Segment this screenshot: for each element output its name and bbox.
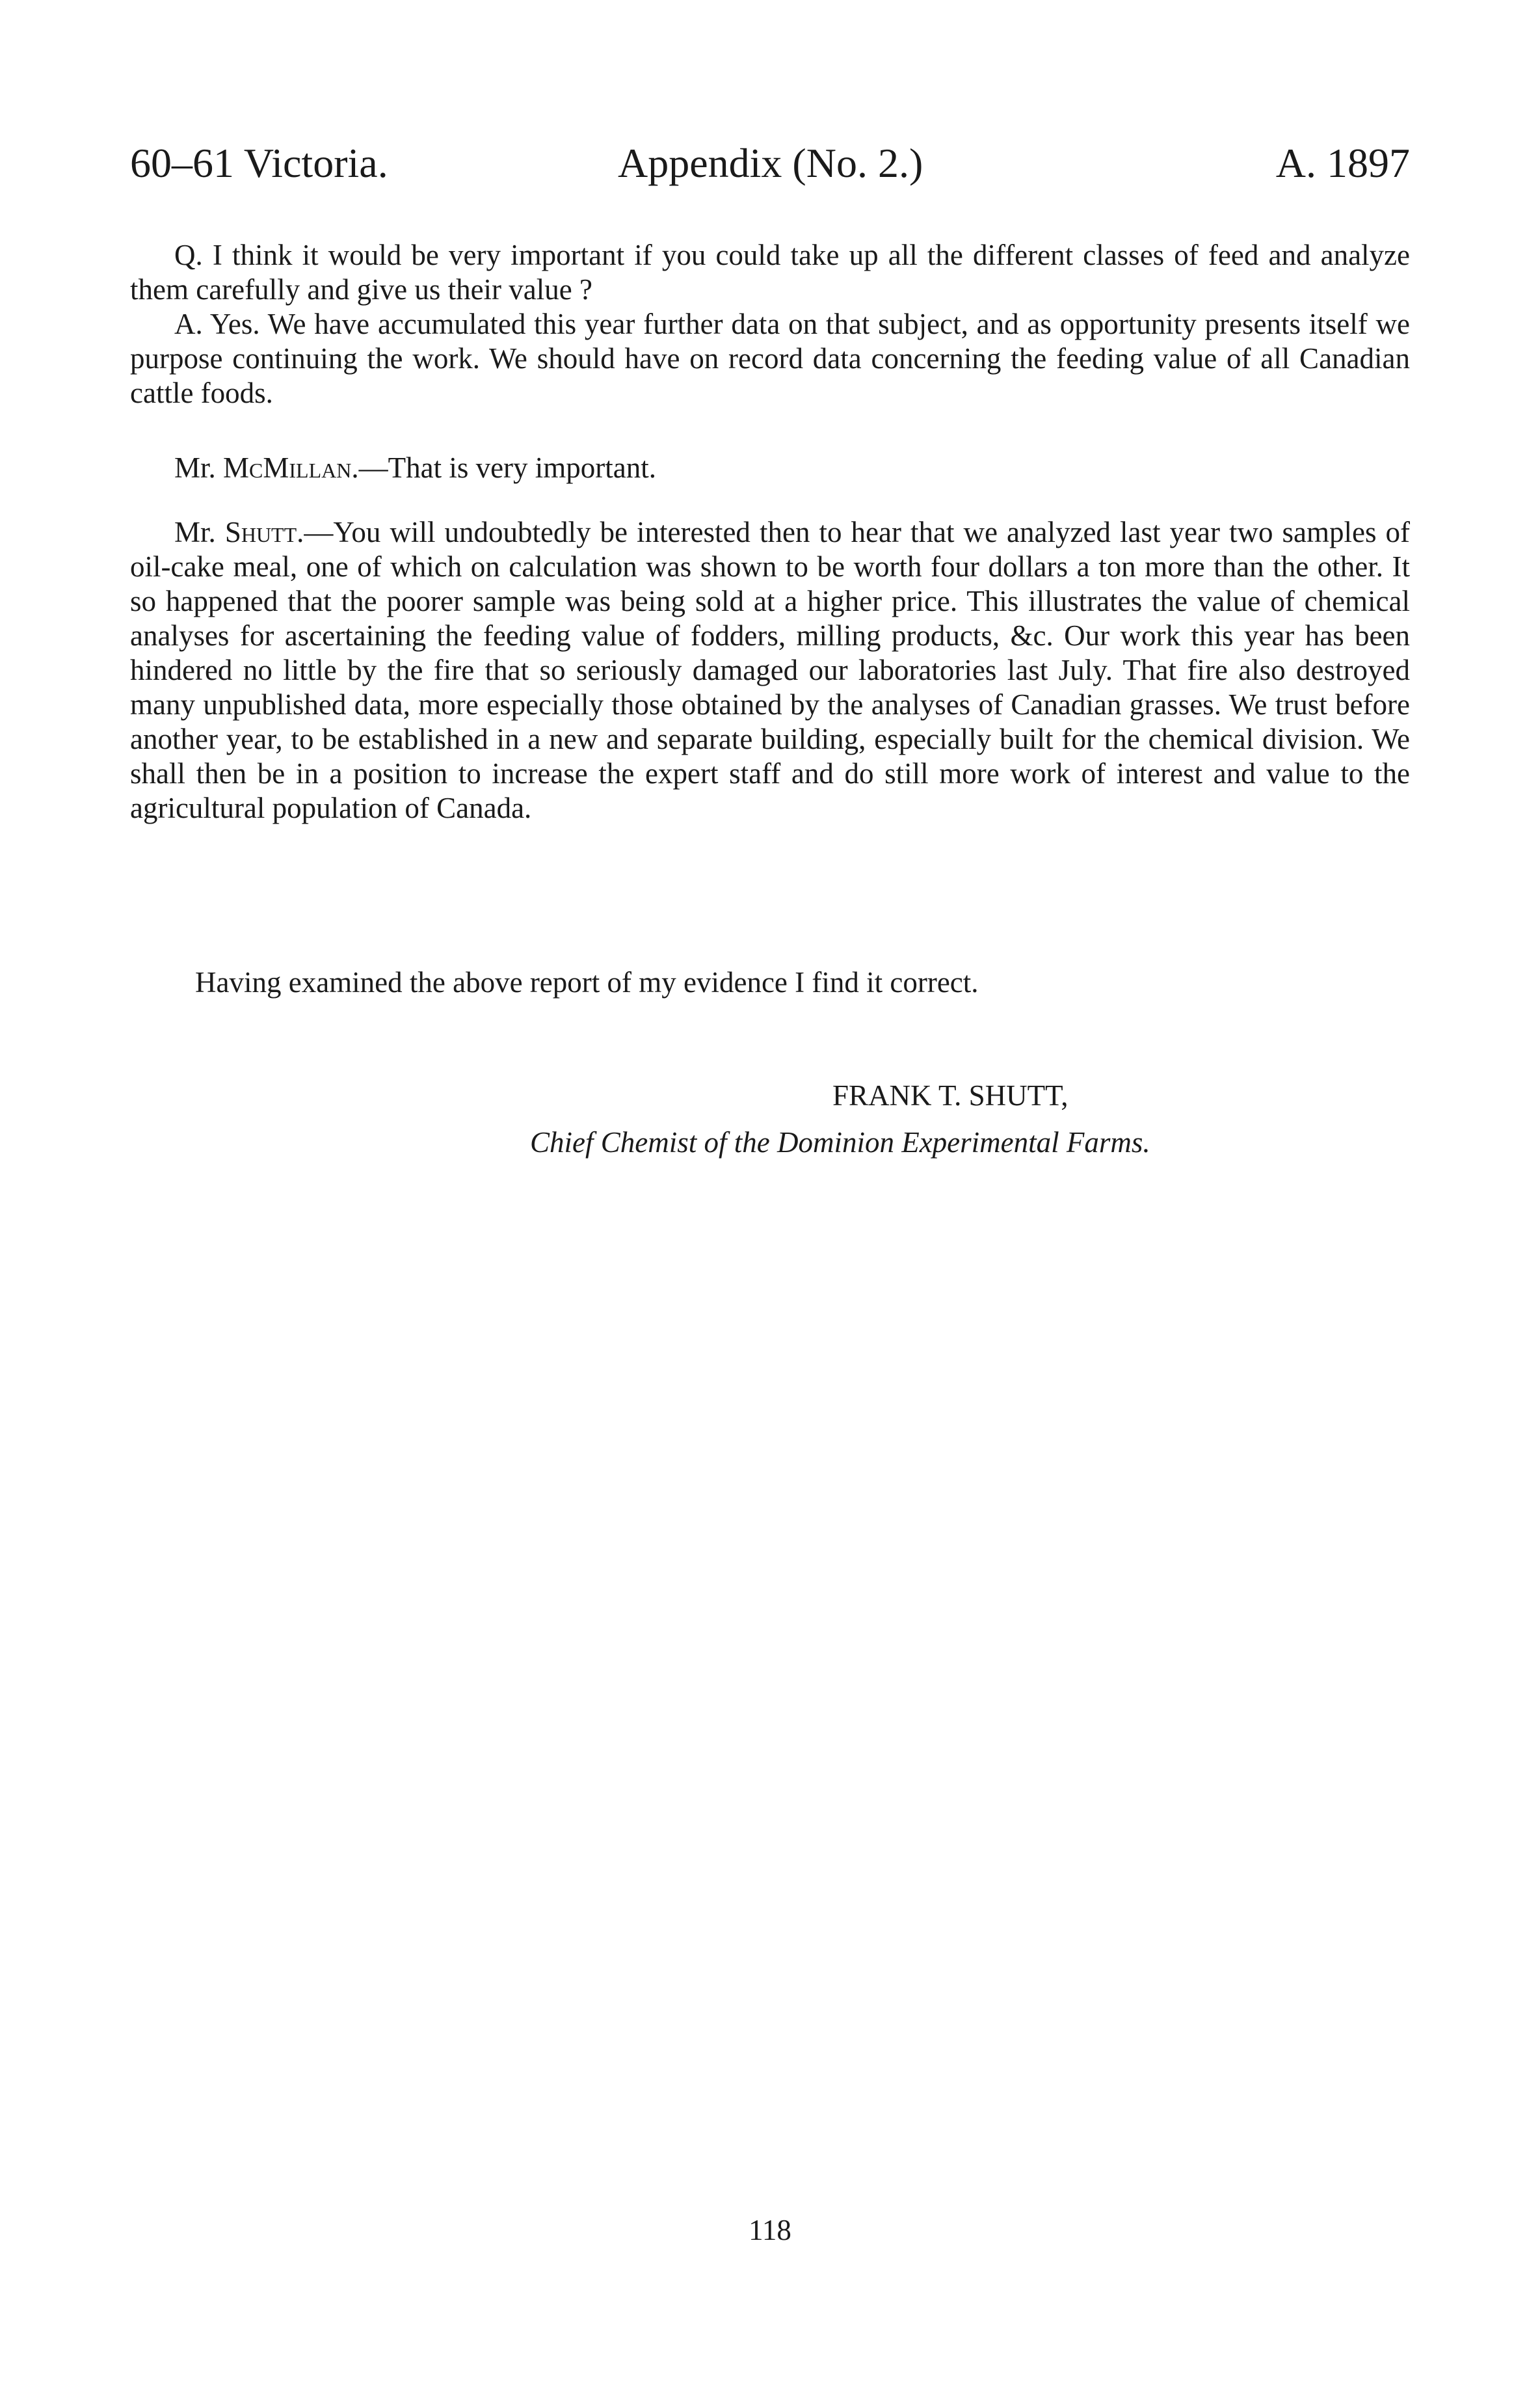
header-session: 60–61 Victoria. xyxy=(130,140,388,186)
running-header xyxy=(130,134,1410,193)
shutt-prefix: Mr. xyxy=(174,516,225,548)
closing-statement: Having examined the above report of my evidence I find it correct. xyxy=(195,966,979,999)
header-appendix: Appendix (No. 2.) xyxy=(618,140,923,186)
signature-name: FRANK T. SHUTT, xyxy=(832,1079,1069,1112)
question-paragraph: Q. I think it would be very important if you could take up all the different classes of feed and analyze them carefully and give us their value ? xyxy=(130,239,1410,306)
mcmillan-prefix: Mr. xyxy=(174,451,224,484)
shutt-text: .—You will undoubtedly be interested then to hear that we analyzed last year two samples of oil-cake meal, one of which on calculation was shown to be worth four dollars a ton more than the other. It so happened that the poorer sample was being sold at a higher price. This illustrates the value of chemical analyses for ascertaining the feeding value of fodders, milling products, &c. Our work this year has been hindered no little by the fire that so seriously damaged our laboratories last July. That fire also destroyed many unpublished data, more especially those obtained by the analyses of Canadian grasses. We trust before another year, to be established in a new and separate building, especially built for the chemical division. We shall then be in a position to increase the expert staff and do still more work of interest and value to the agricultural population of Canada. xyxy=(130,516,1411,824)
signature-title: Chief Chemist of the Dominion Experimental Farms. xyxy=(530,1126,1150,1159)
page-number: 118 xyxy=(749,2214,791,2246)
speaker-mcmillan: McMillan xyxy=(223,451,352,484)
mcmillan-paragraph xyxy=(130,451,1410,485)
shutt-paragraph xyxy=(130,515,1410,826)
speaker-shutt: Shutt xyxy=(224,516,297,548)
header-year: A. 1897 xyxy=(1275,140,1410,186)
answer-paragraph: A. Yes. We have accumulated this year further data on that subject, and as opportunity presents itself we purpose continuing the work. We should have on record data concerning the feeding value of all Canadian cattle foods. xyxy=(130,308,1410,409)
mcmillan-text: .—That is very important. xyxy=(351,451,657,484)
